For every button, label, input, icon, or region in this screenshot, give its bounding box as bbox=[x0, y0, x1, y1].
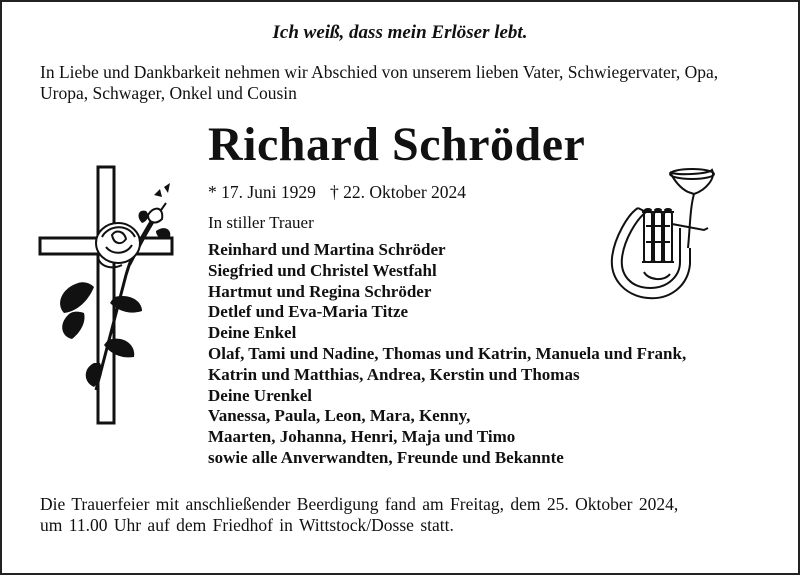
funeral-line: Die Trauerfeier mit anschließender Beerdigung fand am Freitag, dem 25. Oktober 2024, bbox=[40, 494, 679, 514]
cross-with-rose-icon bbox=[38, 165, 178, 427]
mourner-line: Katrin und Matthias, Andrea, Kerstin und Thomas bbox=[208, 364, 580, 384]
death-date: † 22. Oktober 2024 bbox=[329, 182, 467, 202]
mourner-line: Reinhard und Martina Schröder bbox=[208, 240, 446, 259]
mourner-line: sowie alle Anverwandten, Freunde und Bekannte bbox=[208, 447, 564, 467]
mourner-line: Vanessa, Paula, Leon, Mara, Kenny, bbox=[208, 406, 471, 426]
mourner-line: Siegfried und Christel Westfahl bbox=[208, 260, 437, 280]
mourner-line: Hartmut und Regina Schröder bbox=[208, 281, 432, 301]
birth-date: * 17. Juni 1929 bbox=[208, 182, 316, 202]
mourner-line: Olaf, Tami und Nadine, Thomas und Katrin, Manuela und Frank, bbox=[208, 343, 687, 363]
funeral-info bbox=[40, 494, 740, 536]
life-dates bbox=[208, 182, 466, 203]
mourner-line: Maarten, Johanna, Henri, Maja und Timo bbox=[208, 427, 516, 447]
tuba-icon bbox=[608, 168, 718, 308]
funeral-line: um 11.00 Uhr auf dem Friedhof in Wittstock/Dosse statt. bbox=[40, 515, 454, 535]
deceased-name: Richard Schröder bbox=[208, 118, 586, 171]
mourner-line: Detlef und Eva-Maria Titze bbox=[208, 302, 409, 322]
mourner-line: Deine Urenkel bbox=[208, 385, 313, 405]
mourning-heading: In stiller Trauer bbox=[208, 213, 314, 232]
intro-text: In Liebe und Dankbarkeit nehmen wir Abschied von unserem lieben Vater, Schwiegervater, Opa, Uropa, Schwager, Onkel und Cousin bbox=[40, 62, 719, 103]
motto: Ich weiß, dass mein Erlöser lebt. bbox=[272, 22, 528, 43]
mourner-line: Deine Enkel bbox=[208, 323, 297, 343]
